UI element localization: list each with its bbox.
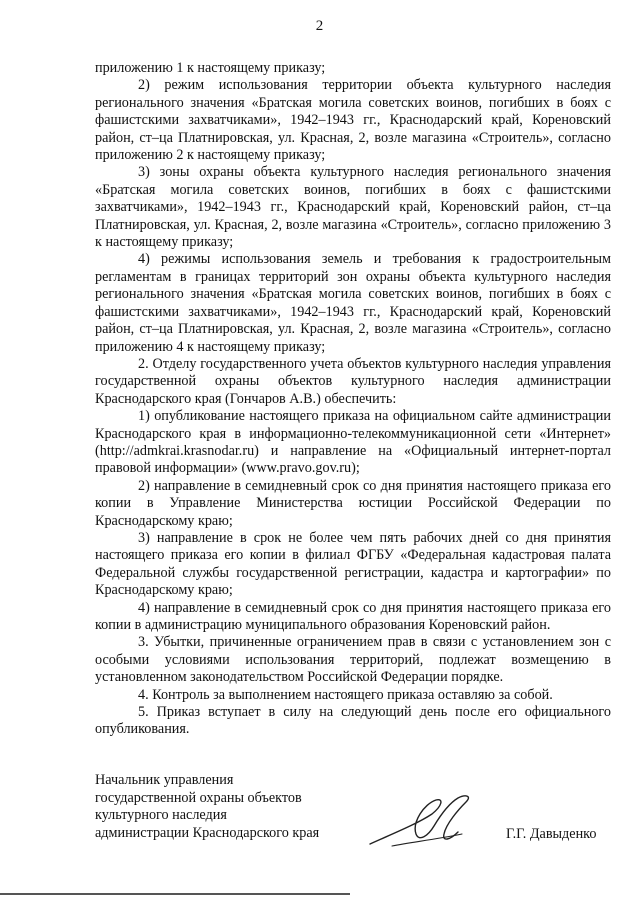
scan-edge-line (0, 893, 350, 895)
paragraph-subitem-2: 2) направление в семидневный срок со дня принятия настоящего приказа его копии в Управление Министерства юстиции Российской Федерации по Краснодарскому краю; (95, 477, 611, 529)
handwritten-signature (362, 784, 482, 854)
paragraph-continuation: приложению 1 к настоящему приказу; (95, 60, 326, 76)
paragraph-section-2: 2. Отделу государственного учета объектов культурного наследия управления государственной охраны объектов культурного наследия администрации Краснодарского края (Гончаров А.В.) обеспечить: (95, 355, 611, 407)
paragraph-section-5: 5. Приказ вступает в силу на следующий день после его официального опубликования. (95, 704, 611, 738)
signer-title-line: государственной охраны объектов (95, 789, 302, 806)
signer-title-line: культурного наследия (95, 807, 227, 824)
document-body (95, 60, 611, 739)
paragraph-section-3: 3. Убытки, причиненные ограничением прав в связи с установлением зон с особыми условиями использования территорий, подлежат возмещению в установленном законодательством Российской Федерации порядке. (95, 634, 611, 686)
signer-title-line: Начальник управления (95, 772, 234, 788)
page-number: 2 (315, 18, 324, 34)
paragraph-subitem-3: 3) направление в срок не более чем пять рабочих дней со дня принятия настоящего приказа его копии в филиал ФГБУ «Федеральная кадастровая палата Федеральной службы государственной регистрации, кадастра и картографии» по Краснодарскому краю; (95, 529, 611, 599)
signer-title-line: администрации Краснодарского края (95, 824, 320, 841)
signer-title (95, 772, 319, 842)
paragraph-section-4: 4. Контроль за выполнением настоящего приказа оставляю за собой. (138, 686, 553, 703)
paragraph-item-2: 2) режим использования территории объекта культурного наследия регионального значения «Братская могила советских воинов, погибших в боях с фашистскими захватчиками», 1942–1943 гг., Краснодарский край, Кореновский район, ст–ца Платнировская, ул. Красная, 2, возле магазина «Строитель», согласно приложению 2 к настоящему приказу; (95, 77, 611, 164)
paragraph-item-4: 4) режимы использования земель и требования к градостроительным регламентам в границах территорий зон охраны объекта культурного наследия регионального значения «Братская могила советских воинов, погибших в боях с фашистскими захватчиками», 1942–1943 гг., Краснодарский край, Кореновский район, ст–ца Платнировская, ул. Красная, 2, возле магазина «Строитель», согласно приложению 4 к настоящему приказу; (95, 251, 611, 355)
signer-name: Г.Г. Давыденко (506, 826, 597, 842)
paragraph-item-3: 3) зоны охраны объекта культурного наследия регионального значения «Братская могила советских воинов, погибших в боях с фашистскими захватчиками», 1942–1943 гг., Краснодарский край, Кореновский район, ст–ца Платнировская, ул. Красная, 2, возле магазина «Строитель», согласно приложению 3 к настоящему приказу; (95, 164, 611, 251)
paragraph-subitem-4: 4) направление в семидневный срок со дня принятия настоящего приказа его копии в администрацию муниципального образования Кореновский район. (95, 599, 611, 633)
paragraph-subitem-1: 1) опубликование настоящего приказа на официальном сайте администрации Краснодарского края в информационно-телекоммуникационной сети «Интернет» (http://admkrai.krasnodar.ru) и направление на «Официальный интернет-портал правовой информации» (www.pravo.gov.ru); (95, 408, 611, 477)
